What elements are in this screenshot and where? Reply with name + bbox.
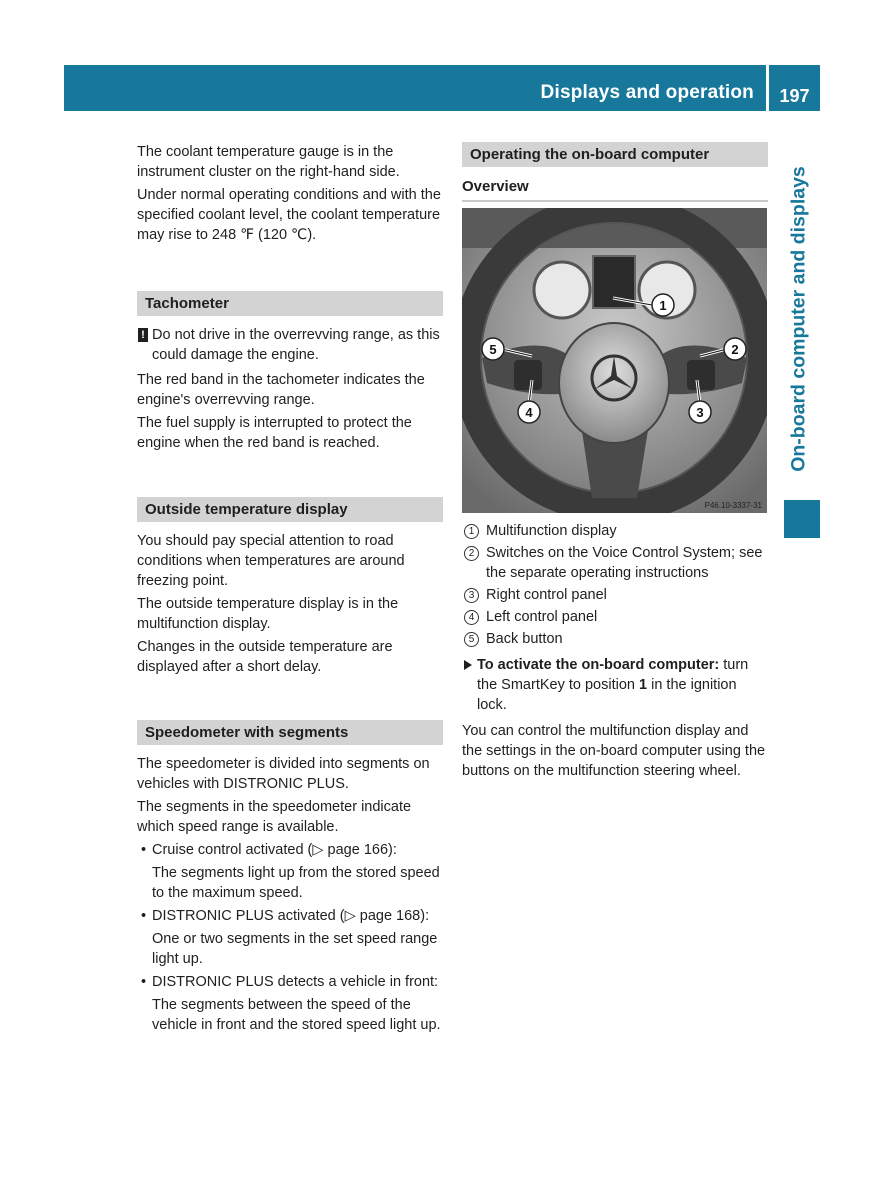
bullet-item xyxy=(137,972,443,992)
paragraph: The red band in the tachometer indicates the engine's overrevving range. xyxy=(137,372,425,408)
instruction-text: turn the SmartKey to position xyxy=(477,657,749,693)
overview-heading: Overview xyxy=(462,178,529,195)
arrow-right-icon xyxy=(464,660,472,670)
warning-note xyxy=(137,325,443,365)
page-title: Displays and operation xyxy=(540,82,754,103)
bullet-subtext: The segments light up from the stored speed to the maximum speed. xyxy=(152,865,440,901)
callout-number: 2 xyxy=(464,546,479,561)
bullet-subtext: The segments between the speed of the vehicle in front and the stored speed light up. xyxy=(152,997,441,1033)
instruction-position: 1 xyxy=(639,677,648,693)
instruction-step xyxy=(462,655,768,715)
photo-callout-label: 1 xyxy=(659,298,667,313)
section-heading-on-board-computer: Operating the on-board computer xyxy=(462,142,768,167)
bullet-text: DISTRONIC PLUS activated (▷ page 168): xyxy=(152,908,430,924)
side-tab-marker xyxy=(784,500,820,538)
callout-text: Right control panel xyxy=(486,587,607,603)
right-column xyxy=(462,142,768,784)
page-number-box xyxy=(769,65,820,111)
paragraph: The fuel supply is interrupted to protect the engine when the red band is reached. xyxy=(137,415,412,451)
instruction-text: in the ignition lock. xyxy=(477,677,737,713)
callout-text: Switches on the Voice Control System; see the separate operating instructions xyxy=(486,545,763,581)
callout-item xyxy=(462,607,768,627)
bullet-dot: • xyxy=(141,908,147,924)
section-heading-tachometer: Tachometer xyxy=(137,291,443,316)
photo-callout-label: 4 xyxy=(525,405,533,420)
bullet-subtext: One or two segments in the set speed range light up. xyxy=(152,931,438,967)
photo-code: P46.10-3337-31 xyxy=(704,501,762,510)
divider xyxy=(462,200,768,202)
callout-number: 3 xyxy=(464,588,479,603)
callout-text: Back button xyxy=(486,631,563,647)
bullet-item xyxy=(137,906,443,926)
callout-text: Multifunction display xyxy=(486,523,617,539)
intro-paragraph: The coolant temperature gauge is in the instrument cluster on the right-hand side. xyxy=(137,144,400,180)
photo-callout-label: 5 xyxy=(489,342,497,357)
bullet-dot: • xyxy=(141,842,147,858)
closing-paragraph: You can control the multifunction display and the settings in the on-board computer using the buttons on the multifunction steering wheel. xyxy=(462,723,766,779)
bullet-item xyxy=(137,840,443,860)
callout-item xyxy=(462,585,768,605)
left-column xyxy=(137,142,443,1038)
callout-item xyxy=(462,543,768,583)
callout-number: 1 xyxy=(464,524,479,539)
header-bar xyxy=(64,65,766,111)
bullet-text: DISTRONIC PLUS detects a vehicle in front: xyxy=(152,974,439,990)
warning-text: Do not drive in the overrevving range, as this could damage the engine. xyxy=(152,327,440,363)
paragraph: The segments in the speedometer indicate which speed range is available. xyxy=(137,799,412,835)
photo-callout-label: 3 xyxy=(696,405,704,420)
callout-item xyxy=(462,629,768,649)
callout-text: Left control panel xyxy=(486,609,598,625)
instruction-bold: To activate the on-board computer: xyxy=(477,657,720,673)
side-tab xyxy=(778,147,820,492)
callout-number: 5 xyxy=(464,632,479,647)
warning-icon: ! xyxy=(138,328,148,342)
steering-wheel-photo xyxy=(462,208,767,513)
callout-number: 4 xyxy=(464,610,479,625)
side-tab-label: On-board computer and displays xyxy=(787,166,810,472)
paragraph: The outside temperature display is in the multifunction display. xyxy=(137,596,399,632)
intro-paragraph: Under normal operating conditions and with the specified coolant level, the coolant temperature may rise to 248 ℉ (120 ℃). xyxy=(137,187,441,243)
bullet-dot: • xyxy=(141,974,147,990)
paragraph: Changes in the outside temperature are displayed after a short delay. xyxy=(137,639,393,675)
section-heading-speedometer: Speedometer with segments xyxy=(137,720,443,745)
section-heading-outside-temperature: Outside temperature display xyxy=(137,497,443,522)
callout-item xyxy=(462,521,768,541)
paragraph: You should pay special attention to road conditions when temperatures are around freezing point. xyxy=(137,533,405,589)
paragraph: The speedometer is divided into segments on vehicles with DISTRONIC PLUS. xyxy=(137,756,430,792)
page-number: 197 xyxy=(779,86,810,106)
photo-callout-label: 2 xyxy=(731,342,739,357)
bullet-text: Cruise control activated (▷ page 166): xyxy=(152,842,397,858)
